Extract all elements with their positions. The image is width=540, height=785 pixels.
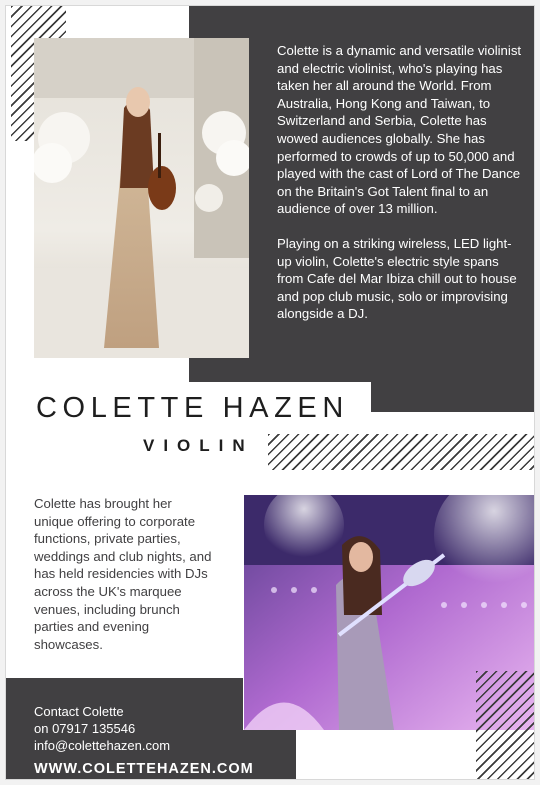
- bio-text-middle: [34, 495, 214, 653]
- hatch-decoration-bottom-right: [476, 671, 535, 780]
- bio-paragraph-3: Colette has brought her unique offering to corporate functions, private parties, weddings and club nights, and has held residencies with DJs across the UK's marquee venues, including brunch parties and evening showcases.: [34, 496, 212, 652]
- hatch-decoration-middle: [268, 434, 535, 470]
- bio-paragraph-2: Playing on a striking wireless, LED light-up violin, Colette's electric style spans from Cafe del Mar Ibiza chill out to house and pop club music, solo or improvising alongside a DJ.: [277, 235, 517, 322]
- flyer-page: [5, 5, 535, 780]
- violinist-wedding-photo: [34, 38, 249, 358]
- name-dark-tab: [371, 382, 535, 412]
- contact-heading: Contact Colette: [34, 704, 124, 719]
- brand-subtitle: VIOLIN: [143, 436, 254, 455]
- brand-name: COLETTE HAZEN: [36, 392, 349, 424]
- bio-text-top: [277, 42, 523, 340]
- bio-paragraph-1: Colette is a dynamic and versatile violinist and electric violinist, who's playing has taken her all around the World. From Australia, Hong Kong and Taiwan, to Switzerland and Serbia, Colette has wowed audiences globally. She has performed to crowds of up to 50,000 and played with the cast of Lord of The Dance on the Britain's Got Talent final to an audience of over 13 million.: [277, 43, 522, 217]
- contact-email[interactable]: info@colettehazen.com: [34, 738, 171, 753]
- contact-phone[interactable]: on 07917 135546: [34, 721, 136, 736]
- website-link[interactable]: WWW.COLETTEHAZEN.COM: [34, 761, 254, 777]
